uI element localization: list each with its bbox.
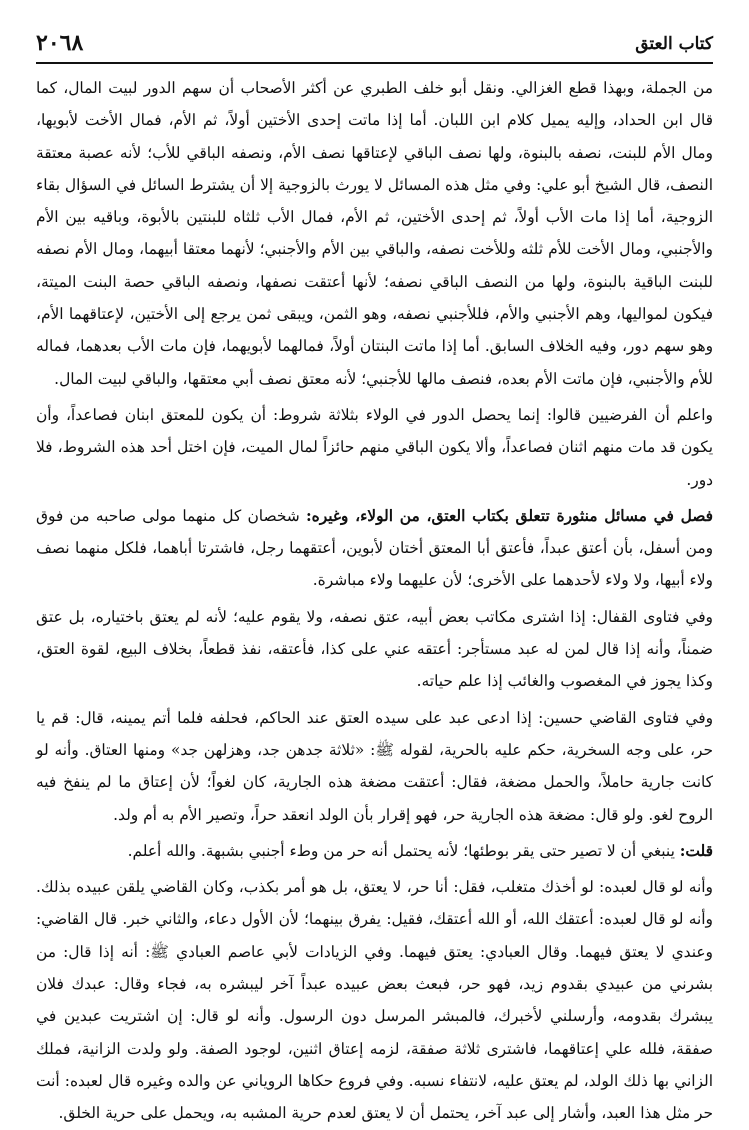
page-body (36, 72, 713, 1123)
running-header (36, 32, 713, 60)
chapter-title: كتاب العتق (635, 34, 713, 54)
note-paragraph: قلت: ينبغي أن لا تصير حتى يقر بوطئها؛ لأنه يحتمل أنه حر من وطء أجنبي بشبهة. والله أعلم. (127, 841, 713, 860)
header-rule (36, 62, 713, 64)
paragraph: وفي فتاوى القاضي حسين: إذا ادعى عبد على سيده العتق عند الحاكم، فحلفه فلما أتم يمينه، قال: قم يا حر، على وجه السخرية، حكم عليه بالحرية، لقوله ﷺ: «ثلاثة جدهن جد، وهزلهن جد» ومنها العتاق. وأنه لو كانت جارية حاملاً، والحمل مضغة، فقال: أعتقت مضغة هذه الجارية، كان لغواً؛ لأن إعتاق ما لم ينفخ فيه الروح لغو. ولو قال: مضغة هذه الجارية حر، فهو إقرار بأن الولد انعقد حراً، وتصير الأم به أم ولد. (36, 708, 713, 824)
section-paragraph: فصل في مسائل منثورة تتعلق بكتاب العتق، من الولاء، وغيره: شخصان كل منهما مولى صاحبه من فوق ومن أسفل، بأن أعتق عبداً، فأعتق أبا المعتق أختان لأبوين، أعتقهما رجل، فاشترتا أباهما، فلكل منهما نصف ولاء أبيها، ولا ولاء لأحدهما على الأخرى؛ لأن عليهما ولاء مباشرة. (36, 506, 713, 590)
paragraph: وفي فتاوى القفال: إذا اشترى مكاتب بعض أبيه، عتق نصفه، ولا يقوم عليه؛ لأنه لم يعتق باختياره، بل عتق ضمناً، وأنه إذا قال لمن له عبد مستأجر: أعتقه عني على كذا، فأعتقه، نفذ قطعاً، بخلاف البيع، لقوة العتق، وكذا يجوز في المغصوب والغائب إذا علم حياته. (36, 607, 713, 691)
page-number: ٢٠٦٨ (36, 30, 84, 56)
paragraph: من الجملة، وبهذا قطع الغزالي. ونقل أبو خلف الطبري عن أكثر الأصحاب أن سهم الدور لبيت المال، كما قال ابن الحداد، وإليه يميل كلام ابن اللبان. أما إذا ماتت إحدى الأختين أولاً، ثم الأم، فمال الأخت لأبويها، ومال الأم للبنت، نصفه بالبنوة، ولها نصف الباقي لإعتاقها نصف الأم، ونصفه الباقي للأب؛ لأنه عصبة معتقة النصف، قال الشيخ أبو علي: وفي مثل هذه المسائل لا يورث بالزوجية إلا أن يشترط السائل في السؤال بقاء الزوجية، أما إذا مات الأب أولاً، ثم إحدى الأختين، ثم الأم، فمال الأب ثلثاه للبنتين بالأبوة، وباقيه بين الأم والأجنبي، ومال الأخت للأم ثلثه وللأخت نصفه، والباقي بين الأم والأجنبي؛ لأنهما معتقا أبيهما، ومال الأم نصفه للبنت الباقية بالبنوة، ولها من النصف الباقي نصفه؛ لأنها أعتقت نصفها، ونصفه الباقي حصة البنت الميتة، فيكون لمواليها، وهم الأجنبي والأم، فللأجنبي نصفه، وهو الثمن، ويبقى ثمن يرجع إلى الأختين، لإعتاقهما الأم، وهو سهم دور، وفيه الخلاف السابق. أما إذا ماتت البنتان أولاً، فمالهما لأبويهما، فإن مات الأب بعدهما، فماله للأم والأجنبي، فإن ماتت الأم بعده، فنصف مالها للأجنبي؛ لأنه معتق نصف أبي معتقها، والباقي لبيت المال. (36, 79, 713, 388)
paragraph: وأنه لو قال لعبده: لو أخذك متغلب، فقل: أنا حر، لا يعتق، بل هو أمر بكذب، وكان القاضي يلقن عبيده بذلك. وأنه لو قال لعبده: أعتقك الله، أو الله أعتقك، فقيل: يفرق بينهما؛ لأن الأول دعاء، والثاني خبر. قال القاضي: وعندي لا يعتق فيهما. وقال العبادي: يعتق فيهما. وفي الزيادات لأبي عاصم العبادي ﷺ: أنه إذا قال: من بشرني من عبيدي بقدوم زيد، فهو حر، فبعث بعض عبيده عبداً آخر ليبشره به، فجاء وقال: عبدك فلان يبشرك بقدومه، وأرسلني لأخبرك، فالمبشر المرسل دون الرسول. وأنه لو قال: إن اشتريت عبدين في صفقة، فلله علي إعتاقهما، فاشترى ثلاثة صفقة، لزمه إعتاق اثنين، لوجود الصفة. ولو ولدت الزانية، فملك الزاني بها ذلك الولد، لم يعتق عليه، لانتفاء نسبه. وفي فروع حكاها الروياني عن والده وغيره قال لعبده: أنت حر مثل هذا العبد، وأشار إلى عبد آخر، يحتمل أن لا يعتق لعدم حرية المشبه به، ويحمل على حرية الخلق. (36, 878, 713, 1123)
paragraph: واعلم أن الفرضيين قالوا: إنما يحصل الدور في الولاء بثلاثة شروط: أن يكون للمعتق ابنان فصاعداً، وأن يكون قد مات منهم اثنان فصاعداً، وألا يكون الباقي منهم حائزاً لمال الميت، فإن اختل أحد هذه الشروط، فلا دور. (36, 405, 713, 489)
section-heading: فصل في مسائل منثورة تتعلق بكتاب العتق، من الولاء، وغيره: (305, 506, 713, 525)
note-label: قلت: (679, 841, 713, 860)
